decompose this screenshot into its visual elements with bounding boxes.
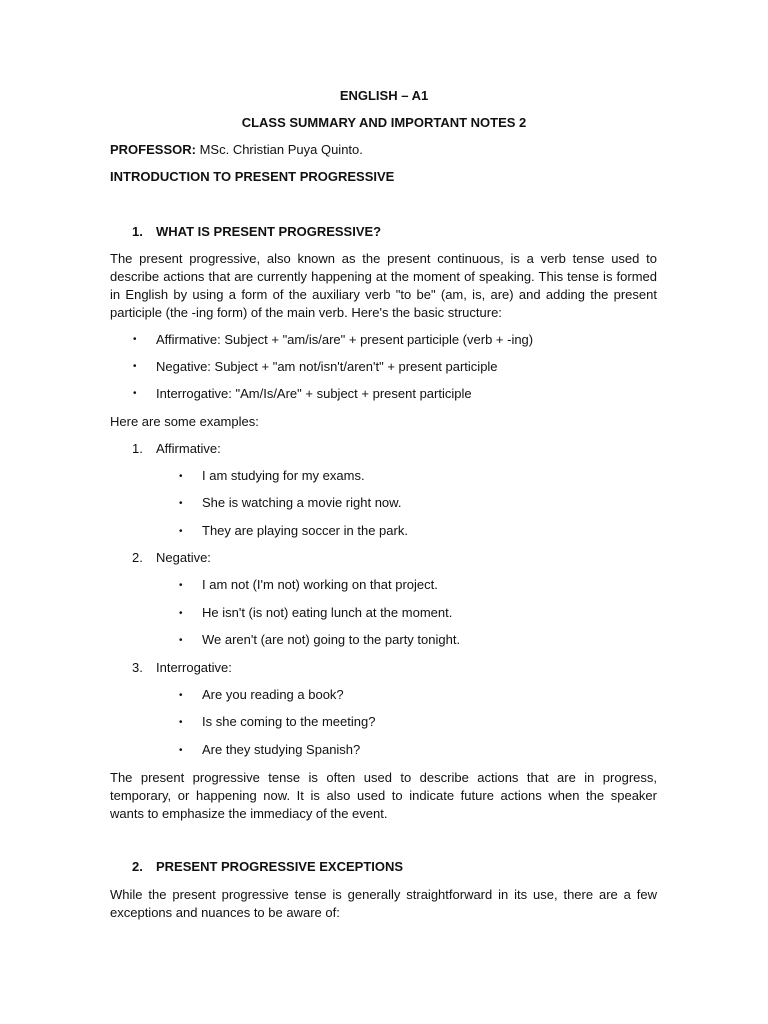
bullet-icon: • <box>179 608 183 619</box>
bullet-icon: • <box>179 526 183 537</box>
bullet-icon: • <box>179 471 183 482</box>
structure-negative: Negative: Subject + "am not/isn't/aren't" + present participle <box>156 359 498 374</box>
examples-intro: Here are some examples: <box>110 414 259 429</box>
group-number: 3. <box>132 660 143 675</box>
group-number: 1. <box>132 441 143 456</box>
section1-closing-line-2: temporary, or happening now. It is also used to indicate future actions when the speaker <box>110 788 657 803</box>
section2-intro-line-2: exceptions and nuances to be aware of: <box>110 905 340 920</box>
example-item: I am not (I'm not) working on that project. <box>202 577 438 592</box>
example-item: I am studying for my exams. <box>202 468 365 483</box>
section1-closing-line-3: wants to emphasize the immediacy of the event. <box>110 806 388 821</box>
example-item: Are you reading a book? <box>202 687 344 702</box>
course-title: ENGLISH – A1 <box>339 88 429 103</box>
structure-interrogative: Interrogative: "Am/Is/Are" + subject + present participle <box>156 386 472 401</box>
bullet-icon: • <box>179 745 183 756</box>
document-subtitle: CLASS SUMMARY AND IMPORTANT NOTES 2 <box>241 115 527 130</box>
bullet-icon: • <box>179 717 183 728</box>
bullet-icon: • <box>179 580 183 591</box>
topic-heading: INTRODUCTION TO PRESENT PROGRESSIVE <box>110 169 395 184</box>
structure-affirmative: Affirmative: Subject + "am/is/are" + present participle (verb + -ing) <box>156 332 534 347</box>
section2-heading: PRESENT PROGRESSIVE EXCEPTIONS <box>156 859 404 874</box>
group-label: Affirmative: <box>156 441 221 456</box>
section1-heading: WHAT IS PRESENT PROGRESSIVE? <box>156 224 382 239</box>
example-item: He isn't (is not) eating lunch at the moment. <box>202 605 453 620</box>
group-label: Interrogative: <box>156 660 232 675</box>
bullet-icon: • <box>133 388 137 399</box>
section1-intro-line-1: The present progressive, also known as the present continuous, is a verb tense used to <box>110 251 657 266</box>
section2-intro-line-1: While the present progressive tense is generally straightforward in its use, there are a few <box>110 887 657 902</box>
bullet-icon: • <box>179 690 183 701</box>
section2-number: 2. <box>132 859 143 874</box>
professor-line <box>110 141 363 159</box>
bullet-icon: • <box>133 361 137 372</box>
section1-number: 1. <box>132 224 143 239</box>
professor-name: MSc. Christian Puya Quinto. <box>199 142 363 157</box>
example-item: She is watching a movie right now. <box>202 495 402 510</box>
bullet-icon: • <box>133 334 137 345</box>
professor-label: PROFESSOR: <box>110 142 196 157</box>
example-item: They are playing soccer in the park. <box>202 523 408 538</box>
bullet-icon: • <box>179 498 183 509</box>
example-item: Are they studying Spanish? <box>202 742 361 757</box>
section1-intro-line-2: describe actions that are currently happening at the moment of speaking. This tense is formed <box>110 269 657 284</box>
example-item: We aren't (are not) going to the party tonight. <box>202 632 461 647</box>
group-number: 2. <box>132 550 143 565</box>
group-label: Negative: <box>156 550 211 565</box>
example-item: Is she coming to the meeting? <box>202 714 376 729</box>
section1-closing-line-1: The present progressive tense is often used to describe actions that are in progress, <box>110 770 657 785</box>
bullet-icon: • <box>179 635 183 646</box>
section1-intro-line-3: in English by using a form of the auxiliary verb "to be" (am, is, are) and adding the present <box>110 287 657 302</box>
section1-intro-line-4: participle (the -ing form) of the main verb. Here's the basic structure: <box>110 305 502 320</box>
